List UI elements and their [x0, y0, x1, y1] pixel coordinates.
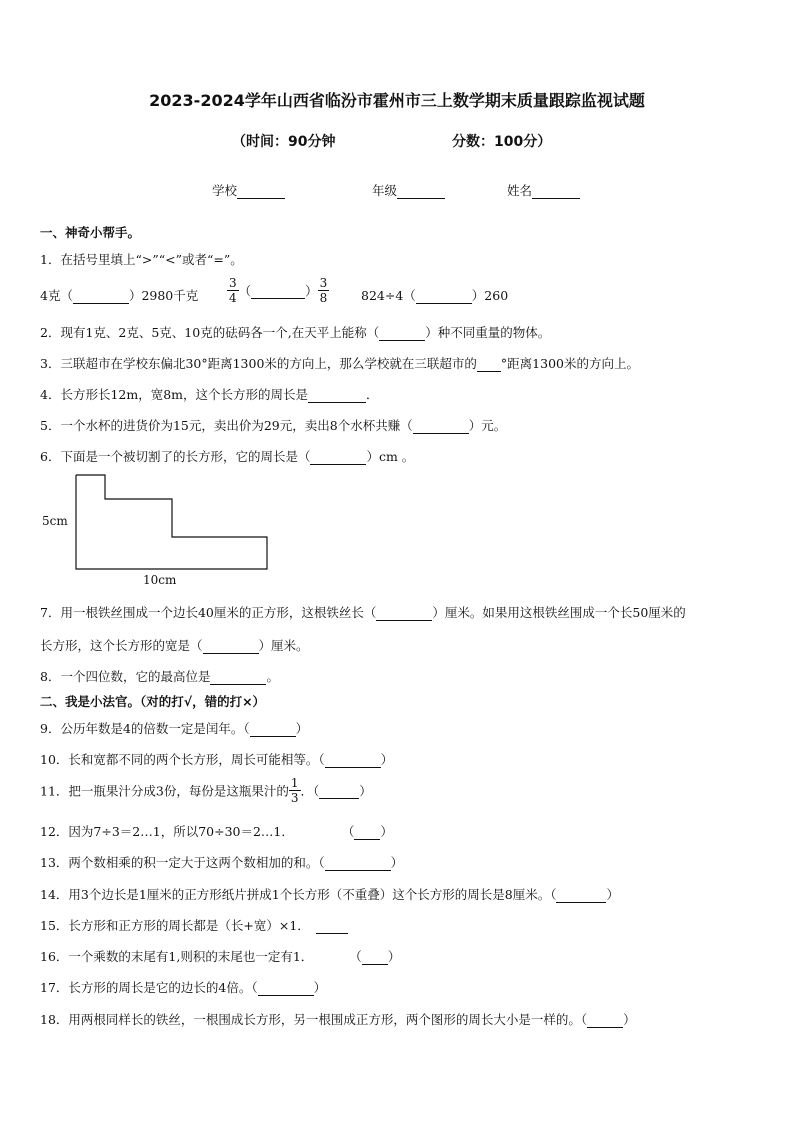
school-label: 学校 — [212, 183, 238, 198]
q7-blank-1 — [376, 605, 432, 621]
question-1: 1．在括号里填上“>”“<”或者“=”。 — [40, 252, 243, 267]
fraction-3-8: $\frac{3}{8}$ — [319, 276, 328, 305]
q9-blank — [250, 721, 296, 737]
q4-blank — [308, 387, 366, 403]
q15-blank — [316, 918, 348, 934]
question-4: 4．长方形长12m，宽8m，这个长方形的周长是 ． — [40, 387, 379, 402]
fraction-1-3: $\frac{1}{3}$ — [290, 776, 299, 805]
question-3: 3．三联超市在学校东偏北30°距离1300米的方向上，那么学校就在三联超市的 °距离1300米的方向上。 — [40, 356, 639, 371]
exam-time: （时间：90分钟 — [232, 134, 336, 150]
q6-blank — [310, 449, 366, 465]
question-1-b — [227, 276, 329, 305]
grade-blank — [397, 183, 445, 199]
question-1-a — [40, 286, 198, 304]
q1b-close: ） — [305, 283, 318, 299]
question-11: 11．把一瓶果汁分成3份，每份是这瓶果汁的 $\frac{1}{3}$ ．（ ） — [40, 776, 372, 805]
q1a-text2: ）2980千克 — [128, 288, 199, 303]
school-field — [212, 181, 285, 199]
question-17: 17．长方形的周长是它的边长的4倍。（ ） — [40, 980, 327, 995]
q3-blank — [477, 356, 501, 372]
question-14: 14．用3个边长是1厘米的正方形纸片拼成1个长方形（不重叠）这个长方形的周长是8厘米。（ ） — [40, 887, 619, 902]
name-field — [507, 181, 580, 199]
question-8: 8．一个四位数，它的最高位是 。 — [40, 669, 279, 684]
q7-blank-2 — [203, 638, 259, 654]
q16-blank — [362, 949, 388, 965]
question-6: 6．下面是一个被切割了的长方形，它的周长是（ ）cm 。 — [40, 449, 415, 464]
exam-score: 分数：100分） — [452, 134, 552, 150]
q14-blank — [556, 887, 606, 903]
question-7-cont: 长方形，这个长方形的宽是（ ）厘米。 — [40, 638, 309, 653]
question-1-c — [361, 286, 508, 304]
question-9: 9．公历年数是4的倍数一定是闰年。（ ） — [40, 721, 309, 736]
q18-blank — [587, 1012, 623, 1028]
figure-height-label: 5cm — [42, 514, 68, 528]
q8-blank — [210, 669, 266, 685]
figure-width-label: 10cm — [143, 573, 177, 587]
section-2-heading: 二、我是小法官。（对的打√，错的打×） — [40, 694, 266, 709]
q1b-blank — [251, 283, 305, 299]
question-7: 7．用一根铁丝围成一个边长40厘米的正方形，这根铁丝长（ ）厘米。如果用这根铁丝围成一个长50厘米的 — [40, 605, 686, 620]
figure-outline — [76, 475, 267, 569]
q2-blank — [379, 325, 425, 341]
q11-blank — [319, 783, 359, 799]
q17-blank — [258, 980, 314, 996]
name-label: 姓名 — [507, 183, 533, 198]
question-16: 16．一个乘数的末尾有1,则积的末尾也一定有1． （ ） — [40, 949, 401, 964]
q1b-open: （ — [238, 283, 252, 299]
q1c-blank — [416, 288, 472, 304]
q10-blank — [325, 752, 381, 768]
question-13: 13．两个数相乘的积一定大于这两个数相加的和。（ ） — [40, 855, 404, 870]
question-12: 12．因为7÷3＝2…1，所以70÷30＝2…1． （ ） — [40, 824, 393, 839]
question-18: 18．用两根同样长的铁丝，一根围成长方形，另一根围成正方形，两个图形的周长大小是一样的。（ ） — [40, 1012, 636, 1027]
section-1-heading: 一、神奇小帮手。 — [40, 225, 141, 240]
school-blank — [237, 183, 285, 199]
q12-blank — [354, 824, 380, 840]
cut-rectangle-figure — [70, 470, 275, 575]
grade-field — [372, 181, 445, 199]
question-10: 10．长和宽都不同的两个长方形，周长可能相等。（ ） — [40, 752, 394, 767]
name-blank — [532, 183, 580, 199]
question-5: 5．一个水杯的进货价为15元，卖出价为29元，卖出8个水杯共赚（ ）元。 — [40, 418, 507, 433]
question-15: 15．长方形和正方形的周长都是（长+宽）×1． — [40, 916, 348, 934]
q5-blank — [413, 418, 469, 434]
q13-blank — [325, 855, 391, 871]
q1c-text: 824÷4（ — [361, 288, 416, 303]
grade-label: 年级 — [372, 183, 398, 198]
q1c-text2: ）260 — [471, 288, 509, 303]
q1a-blank — [73, 288, 129, 304]
question-2: 2．现有1克、2克、5克、10克的砝码各一个,在天平上能称（ ）种不同重量的物体。 — [40, 325, 551, 340]
q1a-text: 4克（ — [40, 288, 73, 303]
page-title: 2023-2024学年山西省临汾市霍州市三上数学期末质量跟踪监视试题 — [149, 91, 645, 110]
fraction-3-4: $\frac{3}{4}$ — [229, 276, 237, 305]
